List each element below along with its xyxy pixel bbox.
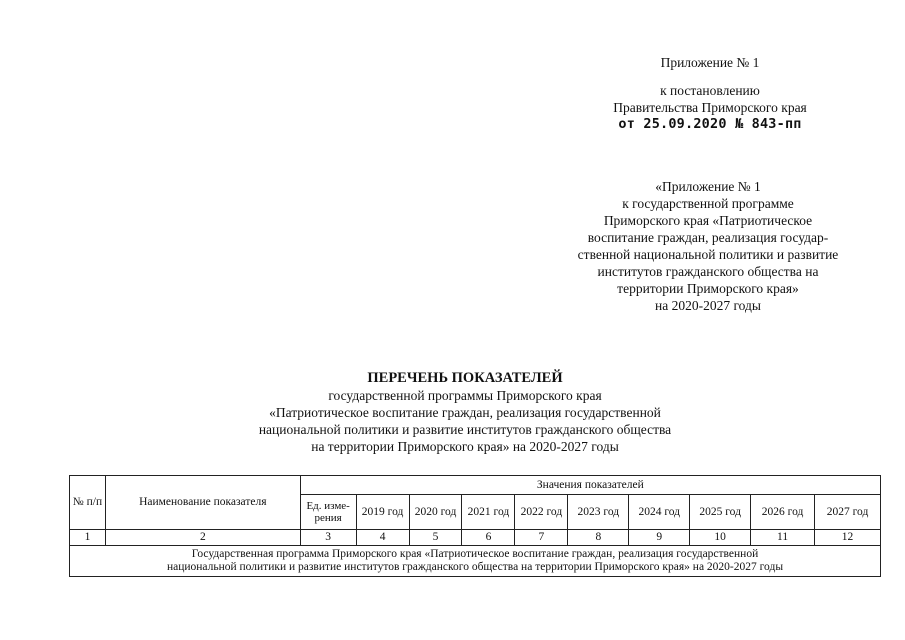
appendix-1-line: Правительства Приморского края [613, 100, 807, 115]
index-cell: 2 [105, 530, 300, 546]
appendix-2-line: ственной национальной политики и развитие [577, 247, 839, 262]
index-cell: 10 [690, 530, 751, 546]
year-label: 2023 год [577, 505, 620, 518]
heading-title: ПЕРЕЧЕНЬ ПОКАЗАТЕЛЕЙ [367, 370, 563, 386]
appendix-2-line: территории Приморского края» [617, 281, 799, 296]
year-label: 2021 год [467, 505, 510, 518]
header-year [690, 495, 751, 530]
header-values [300, 476, 880, 495]
index-cell: 12 [815, 530, 881, 546]
index-cell: 11 [751, 530, 815, 546]
header-values-label: Значения показателей [536, 478, 644, 491]
index-cell: 6 [462, 530, 515, 546]
header-unit-label: Ед. изме- рения [306, 500, 350, 524]
year-label: 2020 год [414, 505, 457, 518]
header-year [629, 495, 690, 530]
heading-line: «Патриотическое воспитание граждан, реализация государственной [269, 405, 661, 420]
appendix-2-block [548, 178, 868, 314]
appendix-2-line: «Приложение № 1 [655, 179, 761, 194]
index-cell: 5 [409, 530, 462, 546]
header-name-label: Наименование показателя [139, 496, 267, 508]
heading-line: государственной программы Приморского края [328, 388, 602, 403]
header-unit [300, 495, 356, 530]
indicators-table [69, 475, 881, 577]
header-name [105, 476, 300, 530]
header-year [815, 495, 881, 530]
year-label: 2027 год [826, 505, 869, 518]
program-row [70, 546, 881, 577]
year-label: 2024 год [638, 505, 681, 518]
program-cell [70, 546, 881, 577]
header-year [462, 495, 515, 530]
year-label: 2026 год [761, 505, 804, 518]
appendix-2-line: к государственной программе [622, 196, 794, 211]
header-year [515, 495, 568, 530]
document-heading [180, 370, 750, 455]
header-num-label: № п/п [72, 496, 103, 508]
program-line: Государственная программа Приморского края «Патриотическое воспитание граждан, реализация государственной [191, 548, 759, 560]
appendix-1-line: к постановлению [660, 83, 760, 98]
appendix-2-line: Приморского края «Патриотическое [603, 213, 813, 228]
header-year [751, 495, 815, 530]
header-year [356, 495, 409, 530]
heading-line: на территории Приморского края» на 2020-2027 годы [311, 439, 619, 454]
index-cell: 7 [515, 530, 568, 546]
year-label: 2019 год [361, 505, 404, 518]
appendix-2-line: на 2020-2027 годы [655, 298, 761, 313]
appendix-1-block [560, 54, 860, 133]
appendix-2-line: воспитание граждан, реализация государ- [587, 230, 829, 245]
appendix-2-line: институтов гражданского общества на [597, 264, 819, 279]
heading-line: национальной политики и развитие институтов гражданского общества [258, 422, 672, 437]
header-num [70, 476, 106, 530]
index-row [70, 530, 881, 546]
index-cell: 9 [629, 530, 690, 546]
program-line: национальной политики и развитие институтов гражданского общества на территории Приморского края» на 2020-2027 годы [166, 561, 784, 573]
year-label: 2025 год [699, 505, 741, 518]
index-cell: 8 [568, 530, 629, 546]
index-cell: 3 [300, 530, 356, 546]
header-year [409, 495, 462, 530]
decree-number: от 25.09.2020 № 843-пп [618, 116, 802, 132]
header-year [568, 495, 629, 530]
appendix-1-title: Приложение № 1 [660, 55, 760, 70]
index-cell: 1 [70, 530, 106, 546]
year-label: 2022 год [520, 505, 563, 518]
index-cell: 4 [356, 530, 409, 546]
